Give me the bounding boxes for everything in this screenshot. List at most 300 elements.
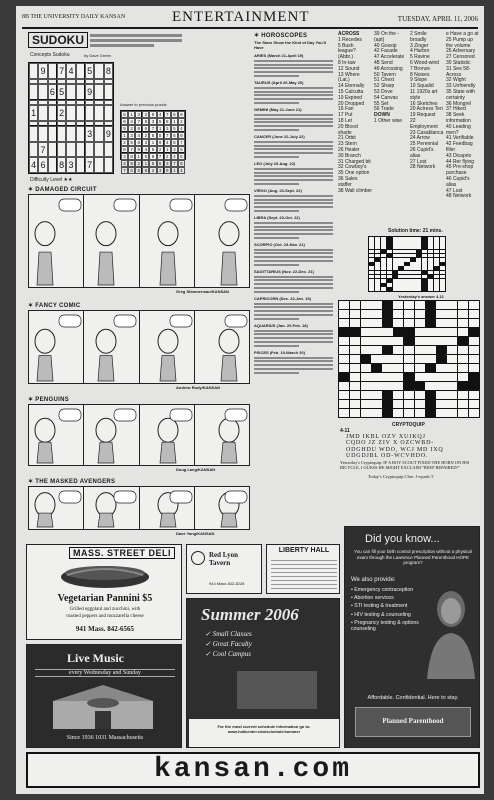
- sudoku-cell[interactable]: [66, 105, 75, 121]
- crossword-cell[interactable]: [447, 400, 457, 408]
- crossword-cell[interactable]: [339, 301, 349, 309]
- crossword-cell[interactable]: [447, 409, 457, 417]
- crossword-cell[interactable]: [339, 355, 349, 363]
- crossword-cell[interactable]: [404, 355, 414, 363]
- horoscope-text-line: [254, 202, 333, 204]
- crossword-cell[interactable]: [415, 364, 425, 372]
- sudoku-cell[interactable]: 7: [57, 63, 66, 79]
- crossword-clue: 44 Rer flying: [446, 158, 475, 165]
- crossword-cell[interactable]: [404, 319, 414, 327]
- crossword-cell[interactable]: [447, 337, 457, 345]
- crossword-cell[interactable]: [425, 328, 435, 336]
- crossword-cell[interactable]: [361, 346, 371, 354]
- horoscope-text-line: [254, 276, 333, 278]
- sudoku-cell[interactable]: [76, 142, 85, 158]
- crossword-cell[interactable]: [415, 400, 425, 408]
- crossword-cell[interactable]: [469, 310, 479, 318]
- crossword-cell[interactable]: [415, 301, 425, 309]
- horoscope-text-line: [254, 129, 299, 131]
- sudoku-cell[interactable]: 9: [104, 126, 113, 142]
- crossword-cell[interactable]: [339, 346, 349, 354]
- comic-panel: [29, 405, 84, 465]
- crossword-cell[interactable]: [447, 346, 457, 354]
- crossword-cell[interactable]: [339, 409, 349, 417]
- crossword-cell[interactable]: [371, 337, 381, 345]
- crossword-cell[interactable]: [415, 409, 425, 417]
- crossword-cell[interactable]: [371, 400, 381, 408]
- crossword-cell[interactable]: [425, 319, 435, 327]
- sudoku-cell[interactable]: 5: [85, 63, 94, 79]
- comic-drawing-icon: [140, 195, 195, 287]
- crossword-cell[interactable]: [469, 382, 479, 390]
- crossword-cell[interactable]: [458, 391, 468, 399]
- crossword-cell: [434, 258, 439, 262]
- crossword-cell[interactable]: [415, 382, 425, 390]
- crossword-cell[interactable]: [350, 337, 360, 345]
- sudoku-cell[interactable]: [76, 84, 85, 100]
- crossword-cell[interactable]: [382, 391, 392, 399]
- crossword-cell[interactable]: [371, 301, 381, 309]
- crossword-cell[interactable]: [404, 328, 414, 336]
- sudoku-cell[interactable]: [48, 126, 57, 142]
- crossword-clue: 48 Send: [374, 59, 393, 66]
- crossword-cell[interactable]: [436, 409, 446, 417]
- crossword-cell[interactable]: [361, 364, 371, 372]
- crossword-cell: [422, 262, 427, 266]
- sudoku-cell[interactable]: [48, 142, 57, 158]
- crossword-cell[interactable]: [339, 310, 349, 318]
- crossword-cell[interactable]: [339, 400, 349, 408]
- sudoku-cell[interactable]: 9: [38, 63, 47, 79]
- sudoku-cell[interactable]: [94, 142, 103, 158]
- crossword-cell[interactable]: [404, 391, 414, 399]
- sudoku-cell[interactable]: [104, 105, 113, 121]
- crossword-cell[interactable]: [371, 355, 381, 363]
- red-lyon-address: 944 Mass 832-8228: [209, 581, 245, 586]
- crossword-cell[interactable]: [393, 301, 403, 309]
- crossword-cell[interactable]: [415, 337, 425, 345]
- comic-strip: [28, 310, 250, 384]
- horoscope-text-line: [254, 210, 299, 212]
- crossword-cell[interactable]: [371, 373, 381, 381]
- horoscope-entry: [254, 80, 336, 104]
- crossword-cell[interactable]: [382, 310, 392, 318]
- sudoku-cell[interactable]: [66, 84, 75, 100]
- crossword-cell[interactable]: [393, 355, 403, 363]
- crossword-cell[interactable]: [469, 364, 479, 372]
- crossword-cell[interactable]: [415, 373, 425, 381]
- crossword-cell: [404, 245, 409, 249]
- crossword-cell[interactable]: [469, 337, 479, 345]
- crossword-cell[interactable]: [350, 328, 360, 336]
- horoscope-entry: [254, 242, 336, 266]
- crossword-cell[interactable]: [393, 400, 403, 408]
- crossword-cell[interactable]: [458, 400, 468, 408]
- cryptoquip-line: JMD IKBL OZV XUJKQJ: [346, 434, 426, 440]
- sudoku-cell[interactable]: 6: [38, 157, 47, 173]
- cryptoquip-title: CRYPTOQUIP: [392, 422, 425, 428]
- crossword-cell[interactable]: [415, 355, 425, 363]
- crossword-cell[interactable]: [361, 382, 371, 390]
- crossword-cell[interactable]: [371, 328, 381, 336]
- crossword-cell[interactable]: [469, 373, 479, 381]
- sudoku-cell[interactable]: 1: [29, 105, 38, 121]
- crossword-cell: [404, 275, 409, 279]
- crossword-cell[interactable]: [350, 400, 360, 408]
- crossword-cell[interactable]: [361, 337, 371, 345]
- sudoku-cell[interactable]: [29, 63, 38, 79]
- sudoku-cell[interactable]: 2: [57, 105, 66, 121]
- crossword-cell[interactable]: [458, 310, 468, 318]
- crossword-cell[interactable]: [404, 337, 414, 345]
- crossword-cell[interactable]: [393, 328, 403, 336]
- crossword-cell[interactable]: [382, 382, 392, 390]
- crossword-cell[interactable]: [350, 346, 360, 354]
- crossword-cell[interactable]: [361, 328, 371, 336]
- crossword-cell[interactable]: [425, 382, 435, 390]
- crossword-cell[interactable]: [382, 400, 392, 408]
- horoscope-text-line: [254, 337, 333, 339]
- crossword-cell[interactable]: [404, 346, 414, 354]
- crossword-cell[interactable]: [415, 391, 425, 399]
- crossword-cell: [422, 258, 427, 262]
- sudoku-cell[interactable]: [94, 157, 103, 173]
- crossword-cell: [410, 241, 415, 245]
- crossword-cell: [422, 279, 427, 283]
- crossword-cell[interactable]: [393, 382, 403, 390]
- crossword-clue: 50 Tavern: [374, 71, 396, 78]
- comic-credit: Greg Stimmerman/KANSAN: [176, 289, 229, 294]
- crossword-cell[interactable]: [425, 364, 435, 372]
- crossword-cell: [440, 287, 445, 291]
- crossword-cell[interactable]: [458, 355, 468, 363]
- crossword-cell[interactable]: [447, 319, 457, 327]
- live-music-ad[interactable]: [26, 644, 182, 748]
- sudoku-cell[interactable]: [48, 105, 57, 121]
- horoscope-text-line: [254, 168, 333, 170]
- crossword-cell[interactable]: [447, 364, 457, 372]
- crossword-cell[interactable]: [436, 364, 446, 372]
- crossword-cell[interactable]: [382, 301, 392, 309]
- crossword-cell[interactable]: [469, 400, 479, 408]
- crossword-cell[interactable]: [458, 364, 468, 372]
- sudoku-cell[interactable]: [94, 84, 103, 100]
- crossword-cell[interactable]: [393, 346, 403, 354]
- sudoku-cell[interactable]: [48, 63, 57, 79]
- sudoku-cell[interactable]: [29, 142, 38, 158]
- crossword-clue: 39 On the - (apt): [374, 31, 400, 43]
- sudoku-cell[interactable]: [48, 157, 57, 173]
- pp-tagline: Affordable. Confidential. Here to stay.: [367, 695, 459, 701]
- crossword-cell[interactable]: [371, 391, 381, 399]
- crossword-cell[interactable]: [425, 409, 435, 417]
- crossword-clue: 28 Network: [410, 164, 436, 171]
- crossword-cell[interactable]: [404, 364, 414, 372]
- crossword-cell[interactable]: [339, 364, 349, 372]
- horoscope-entry: [254, 107, 336, 131]
- crossword-cell[interactable]: [425, 346, 435, 354]
- crossword-cell: [387, 279, 392, 283]
- horoscope-text-line: [254, 330, 333, 332]
- crossword-cell[interactable]: [350, 301, 360, 309]
- pp-service-text: Emergency contraception: [354, 587, 414, 593]
- crossword-cell[interactable]: [415, 346, 425, 354]
- cryptoquip-date: 4-11: [340, 428, 350, 434]
- horoscopes-section: [254, 32, 336, 477]
- crossword-cell[interactable]: [371, 409, 381, 417]
- crossword-cell: [398, 245, 403, 249]
- crossword-cell[interactable]: [371, 382, 381, 390]
- planned-parenthood-ad[interactable]: [344, 526, 480, 748]
- crossword-cell[interactable]: [436, 337, 446, 345]
- crossword-cell[interactable]: [350, 382, 360, 390]
- crossword-cell[interactable]: [350, 391, 360, 399]
- crossword-cell[interactable]: [371, 364, 381, 372]
- sudoku-cell[interactable]: [38, 84, 47, 100]
- sudoku-cell: 4: [164, 139, 171, 146]
- crossword-cell[interactable]: [469, 409, 479, 417]
- crossword-cell[interactable]: [415, 319, 425, 327]
- horoscopes-intro: The Stars Show the Kind of Day You'll Have: [254, 40, 326, 50]
- sudoku-cell[interactable]: 4: [66, 63, 75, 79]
- sudoku-cell[interactable]: 7: [38, 142, 47, 158]
- deli-ad[interactable]: [26, 544, 182, 640]
- crossword-cell[interactable]: [404, 373, 414, 381]
- crossword-cell[interactable]: [469, 355, 479, 363]
- sudoku-cell[interactable]: [85, 105, 94, 121]
- crossword-cell[interactable]: [393, 337, 403, 345]
- sudoku-cell: 8: [135, 125, 142, 132]
- crossword-clue: 1 Recedes: [338, 36, 362, 43]
- crossword-cell[interactable]: [361, 319, 371, 327]
- crossword-cell[interactable]: [436, 310, 446, 318]
- sudoku-cell[interactable]: [29, 84, 38, 100]
- red-lyon-ad[interactable]: [186, 544, 262, 594]
- sudoku-cell[interactable]: 7: [85, 157, 94, 173]
- crossword-clue: 47 Lost: [446, 187, 463, 194]
- crossword-cell[interactable]: [458, 382, 468, 390]
- crossword-cell[interactable]: [393, 319, 403, 327]
- crossword-cell[interactable]: [393, 364, 403, 372]
- crossword-clue: 20 Blood shade: [338, 123, 358, 136]
- crossword-cell[interactable]: [361, 373, 371, 381]
- crossword-cell[interactable]: [350, 319, 360, 327]
- crossword-cell[interactable]: [382, 328, 392, 336]
- crossword-cell[interactable]: [382, 337, 392, 345]
- crossword-cell[interactable]: [415, 310, 425, 318]
- crossword-cell[interactable]: [404, 382, 414, 390]
- sudoku-cell: 8: [128, 153, 135, 160]
- horoscope-text-line: [254, 287, 333, 289]
- crossword-cell[interactable]: [436, 346, 446, 354]
- sudoku-cell[interactable]: [94, 63, 103, 79]
- crossword-cell[interactable]: [447, 301, 457, 309]
- crossword-cell[interactable]: [447, 391, 457, 399]
- sudoku-cell[interactable]: 9: [85, 84, 94, 100]
- sudoku-cell[interactable]: [85, 142, 94, 158]
- sudoku-cell[interactable]: [57, 126, 66, 142]
- sudoku-cell[interactable]: [104, 157, 113, 173]
- sandwich-image: [57, 561, 153, 589]
- crossword-cell[interactable]: [425, 355, 435, 363]
- comic-drawing-icon: [29, 487, 84, 529]
- crossword-cell[interactable]: [382, 346, 392, 354]
- crossword-cell[interactable]: [361, 355, 371, 363]
- crossword-cell[interactable]: [361, 301, 371, 309]
- crossword-cell[interactable]: [382, 409, 392, 417]
- crossword-cell[interactable]: [458, 346, 468, 354]
- crossword-clue-col-1: [338, 32, 372, 194]
- crossword-cell[interactable]: [339, 382, 349, 390]
- crossword-cell[interactable]: [339, 328, 349, 336]
- crossword-cell[interactable]: [339, 391, 349, 399]
- crossword-cell[interactable]: [469, 346, 479, 354]
- crossword-cell[interactable]: [382, 364, 392, 372]
- crossword-cell[interactable]: [447, 373, 457, 381]
- crossword-cell[interactable]: [339, 337, 349, 345]
- bullet-icon: •: [351, 587, 355, 593]
- crossword-cell[interactable]: [469, 391, 479, 399]
- crossword-cell[interactable]: [382, 373, 392, 381]
- crossword-cell[interactable]: [458, 409, 468, 417]
- crossword-cell[interactable]: [350, 310, 360, 318]
- sudoku-cell[interactable]: [94, 105, 103, 121]
- crossword-cell[interactable]: [436, 391, 446, 399]
- crossword-cell[interactable]: [350, 373, 360, 381]
- sudoku-cell[interactable]: 8: [104, 63, 113, 79]
- crossword-cell[interactable]: [447, 328, 457, 336]
- crossword-cell[interactable]: [469, 301, 479, 309]
- sudoku-cell[interactable]: [66, 126, 75, 142]
- sudoku-cell[interactable]: 5: [57, 84, 66, 100]
- crossword-cell[interactable]: [469, 319, 479, 327]
- sudoku-cell[interactable]: 4: [29, 157, 38, 173]
- crossword-cell[interactable]: [425, 310, 435, 318]
- horoscope-text-line: [254, 87, 333, 89]
- crossword-cell[interactable]: [404, 301, 414, 309]
- sudoku-cell[interactable]: 8: [57, 157, 66, 173]
- crossword-cell[interactable]: [458, 301, 468, 309]
- pp-photo: [425, 583, 477, 679]
- crossword-cell: [422, 245, 427, 249]
- horoscope-text-line: [254, 249, 333, 251]
- crossword-cell[interactable]: [361, 400, 371, 408]
- crossword-cell[interactable]: [415, 328, 425, 336]
- crossword-cell[interactable]: [371, 310, 381, 318]
- crossword-cell[interactable]: [393, 310, 403, 318]
- sudoku-cell[interactable]: 6: [48, 84, 57, 100]
- crossword-cell: [440, 262, 445, 266]
- crossword-cell[interactable]: [361, 391, 371, 399]
- crossword-cell[interactable]: [371, 319, 381, 327]
- sudoku-cell[interactable]: [76, 63, 85, 79]
- crossword-cell[interactable]: [447, 355, 457, 363]
- crossword-cell: [375, 275, 380, 279]
- crossword-cell[interactable]: [339, 373, 349, 381]
- sudoku-cell[interactable]: [57, 142, 66, 158]
- sudoku-cell[interactable]: [104, 142, 113, 158]
- crossword-cell[interactable]: [436, 373, 446, 381]
- kansan-footer-banner[interactable]: [26, 752, 480, 788]
- liberty-hall-ad[interactable]: [266, 544, 340, 594]
- sudoku-cell[interactable]: [38, 105, 47, 121]
- crossword-cell[interactable]: [404, 409, 414, 417]
- summer-url[interactable]: www.hallcenter.edu/schedule/summer: [227, 729, 301, 734]
- crossword-cell[interactable]: [382, 319, 392, 327]
- sudoku-cell[interactable]: [38, 126, 47, 142]
- crossword-cell: [410, 258, 415, 262]
- crossword-cell[interactable]: [447, 382, 457, 390]
- sudoku-cell[interactable]: [29, 126, 38, 142]
- crossword-clue: 27 Censored: [446, 54, 475, 61]
- crossword-cell[interactable]: [404, 310, 414, 318]
- crossword-cell[interactable]: [458, 328, 468, 336]
- crossword-cell[interactable]: [425, 400, 435, 408]
- crossword-cell[interactable]: [350, 364, 360, 372]
- sudoku-cell: 5: [149, 160, 156, 167]
- crossword-cell[interactable]: [436, 400, 446, 408]
- crossword-cell[interactable]: [436, 319, 446, 327]
- crossword-cell[interactable]: [339, 319, 349, 327]
- sudoku-cell[interactable]: [94, 126, 103, 142]
- crossword-cell[interactable]: [425, 373, 435, 381]
- crossword-cell[interactable]: [436, 301, 446, 309]
- crossword-cell: [416, 241, 421, 245]
- newspaper-page: [16, 6, 484, 794]
- crossword-cell[interactable]: [404, 400, 414, 408]
- sudoku-cell: 8: [142, 167, 149, 174]
- crossword-cell[interactable]: [436, 355, 446, 363]
- summer-2006-ad[interactable]: [186, 598, 340, 748]
- sudoku-cell[interactable]: [76, 105, 85, 121]
- crossword-clue: 49 Acrossing: [374, 65, 403, 72]
- crossword-cell[interactable]: [393, 409, 403, 417]
- crossword-cell[interactable]: [458, 337, 468, 345]
- crossword-cell[interactable]: [393, 373, 403, 381]
- horoscope-text-line: [254, 60, 333, 62]
- summer-footer-box: [189, 719, 339, 747]
- crossword-cell[interactable]: [425, 337, 435, 345]
- crossword-cell[interactable]: [361, 409, 371, 417]
- horoscope-text-line: [254, 156, 299, 158]
- crossword-cell[interactable]: [382, 355, 392, 363]
- crossword-cell: [387, 245, 392, 249]
- crossword-cell[interactable]: [393, 391, 403, 399]
- crossword-cell[interactable]: [436, 382, 446, 390]
- sudoku-cell[interactable]: [66, 142, 75, 158]
- sudoku-cell[interactable]: 3: [85, 126, 94, 142]
- crossword-cell[interactable]: [425, 391, 435, 399]
- crossword-cell[interactable]: [361, 310, 371, 318]
- crossword-cell[interactable]: [350, 355, 360, 363]
- sudoku-cell[interactable]: [76, 126, 85, 142]
- sudoku-cell[interactable]: 3: [66, 157, 75, 173]
- crossword-cell[interactable]: [458, 373, 468, 381]
- crossword-cell[interactable]: [436, 328, 446, 336]
- crossword-cell[interactable]: [469, 328, 479, 336]
- crossword-cell[interactable]: [458, 319, 468, 327]
- sudoku-cell[interactable]: [76, 157, 85, 173]
- crossword-cell[interactable]: [447, 310, 457, 318]
- crossword-cell[interactable]: [425, 301, 435, 309]
- crossword-cell: [428, 237, 433, 241]
- horoscope-text-line: [254, 183, 299, 185]
- sudoku-cell: 5: [157, 118, 164, 125]
- sudoku-cell[interactable]: [104, 84, 113, 100]
- crossword-cell[interactable]: [350, 409, 360, 417]
- crossword-clue: 56 Trade: [374, 106, 394, 113]
- crossword-cell[interactable]: [371, 346, 381, 354]
